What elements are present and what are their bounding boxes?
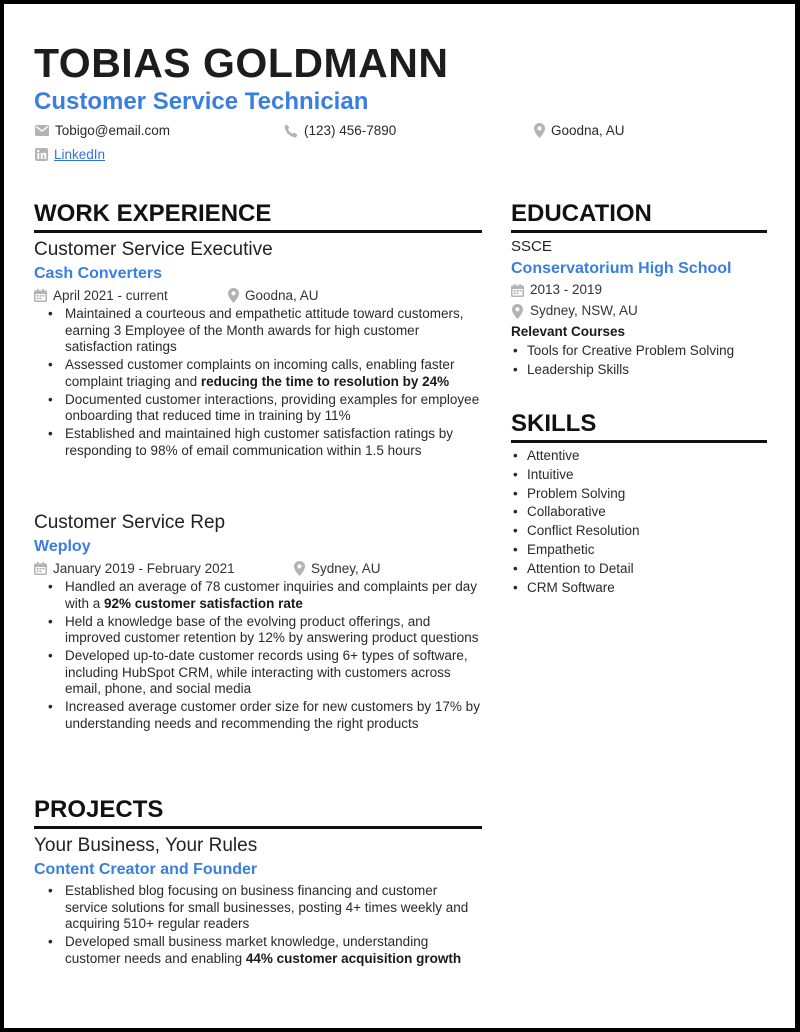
course-item: • Tools for Creative Problem Solving xyxy=(511,342,767,361)
job-role: Customer Service Rep xyxy=(34,512,226,533)
calendar-icon xyxy=(34,289,47,302)
candidate-name: TOBIAS GOLDMANN xyxy=(34,40,449,86)
skills-list xyxy=(511,447,767,597)
education-dates: 2013 - 2019 xyxy=(511,280,767,300)
job-bullets xyxy=(34,306,482,459)
education-heading: EDUCATION xyxy=(511,200,767,233)
work-experience-heading: WORK EXPERIENCE xyxy=(34,200,482,233)
bullet-item: • Developed up-to-date customer records using 6+ types of software, including HubSpot CRM, while interacting with customers across email, phone, and social media xyxy=(34,648,482,698)
envelope-icon xyxy=(35,125,49,136)
skill-item: • Problem Solving xyxy=(511,485,767,504)
skill-item: • Collaborative xyxy=(511,503,767,522)
calendar-icon xyxy=(511,284,524,297)
skill-item: • Empathetic xyxy=(511,541,767,560)
job-entry xyxy=(34,512,482,734)
job-location: Sydney, AU xyxy=(294,560,381,577)
skill-item: • Attention to Detail xyxy=(511,560,767,579)
degree: SSCE xyxy=(511,238,552,255)
skills-heading: SKILLS xyxy=(511,410,767,443)
job-entry xyxy=(34,239,482,461)
location-pin-icon xyxy=(228,288,239,303)
location-text: Goodna, AU xyxy=(551,123,625,138)
phone-contact xyxy=(284,123,396,138)
skill-item: • Conflict Resolution xyxy=(511,522,767,541)
bullet-item: • Developed small business market knowledge, understanding customer needs and enabling 44% customer acquisition growth xyxy=(34,934,482,967)
job-role: Customer Service Executive xyxy=(34,239,273,260)
job-meta xyxy=(34,287,482,304)
bullet-item: • Assessed customer complaints on incoming calls, enabling faster complaint triaging and reducing the time to resolution by 24% xyxy=(34,357,482,390)
linkedin-icon xyxy=(35,148,48,161)
bullet-item: • Established and maintained high customer satisfaction ratings by responding to 98% of email communication within 1.5 hours xyxy=(34,426,482,459)
education-location: Sydney, NSW, AU xyxy=(511,301,767,321)
company-name: Cash Converters xyxy=(34,265,163,282)
bullet-item: • Handled an average of 78 customer inquiries and complaints per day with a 92% customer satisfaction rate xyxy=(34,579,482,612)
linkedin-contact xyxy=(35,147,105,162)
projects-heading: PROJECTS xyxy=(34,796,482,829)
project-name: Your Business, Your Rules xyxy=(34,835,258,856)
location-pin-icon xyxy=(534,123,545,138)
project-entry xyxy=(34,835,482,969)
bullet-item: • Established blog focusing on business financing and customer service solutions for small businesses, posting 4+ times weekly and acquiring 510+ regular readers xyxy=(34,883,482,933)
course-item: • Leadership Skills xyxy=(511,361,767,380)
bullet-item: • Maintained a courteous and empathetic attitude toward customers, earning 3 Employee of the Month awards for high customer satisfaction ratings xyxy=(34,306,482,356)
project-role: Content Creator and Founder xyxy=(34,861,258,878)
bullet-item: • Held a knowledge base of the evolving product offerings, and improved customer retention by 12% by answering product questions xyxy=(34,614,482,647)
phone-text: (123) 456-7890 xyxy=(304,123,397,138)
job-bullets xyxy=(34,579,482,732)
email-contact xyxy=(35,123,170,138)
skill-item: • CRM Software xyxy=(511,579,767,598)
company-name: Weploy xyxy=(34,538,91,555)
bullet-item: • Documented customer interactions, providing examples for employee onboarding that reduced time in training by 11% xyxy=(34,392,482,425)
relevant-courses-title: Relevant Courses xyxy=(511,324,626,339)
job-dates: January 2019 - February 2021 xyxy=(34,560,294,577)
skill-item: • Intuitive xyxy=(511,466,767,485)
job-location: Goodna, AU xyxy=(228,287,319,304)
job-title: Customer Service Technician xyxy=(34,88,369,115)
job-meta xyxy=(34,560,482,577)
location-pin-icon xyxy=(294,561,305,576)
linkedin-link[interactable]: LinkedIn xyxy=(54,147,106,162)
school-name: Conservatorium High School xyxy=(511,260,732,277)
education-entry xyxy=(511,237,767,380)
project-bullets xyxy=(34,883,482,967)
skill-item: • Attentive xyxy=(511,447,767,466)
email-text: Tobigo@email.com xyxy=(55,123,171,138)
courses-list xyxy=(511,342,767,380)
resume-page xyxy=(4,4,795,1028)
bullet-item: • Increased average customer order size for new customers by 17% by understanding needs and recommending the right products xyxy=(34,699,482,732)
phone-icon xyxy=(284,124,298,138)
calendar-icon xyxy=(34,562,47,575)
location-pin-icon xyxy=(512,304,523,319)
job-dates: April 2021 - current xyxy=(34,287,228,304)
location-contact xyxy=(534,123,625,138)
